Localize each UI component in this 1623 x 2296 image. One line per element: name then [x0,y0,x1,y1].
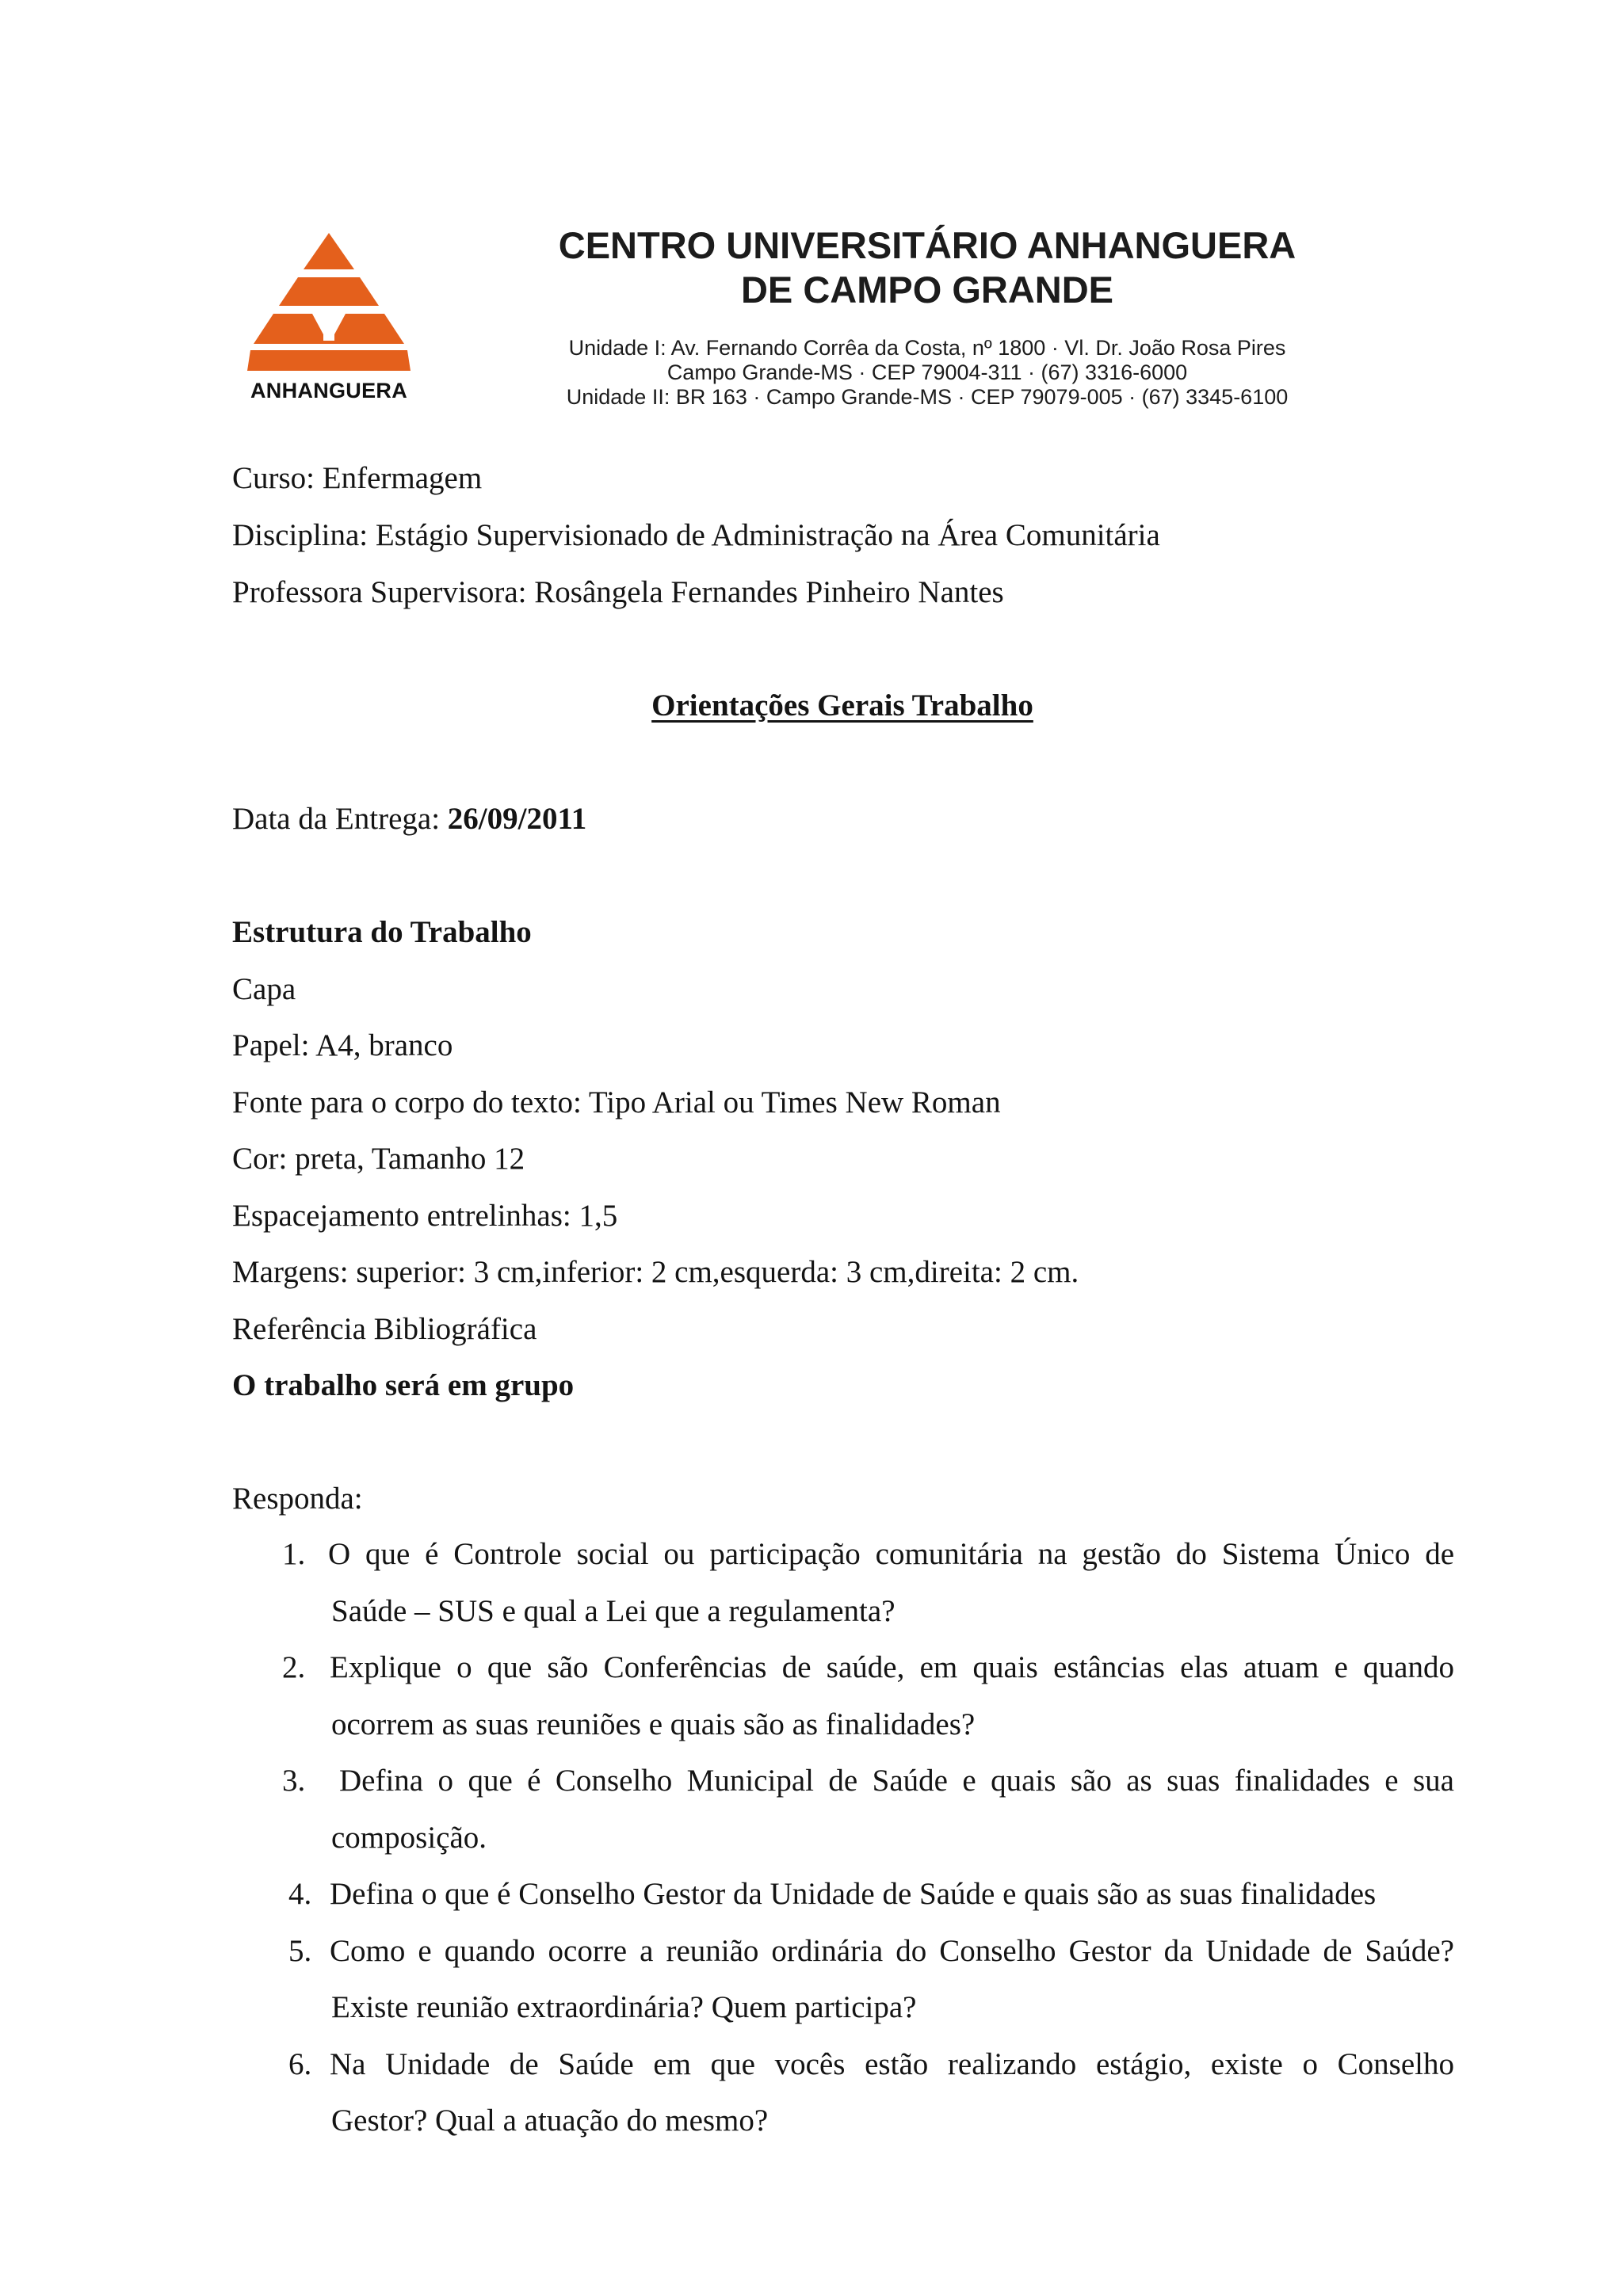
structure-paper: Papel: A4, branco [232,1028,453,1062]
address-line2: Campo Grande-MS · CEP 79004-311 · (67) 3316-6000 [666,360,1188,384]
address-line3: Unidade II: BR 163 · Campo Grande-MS · CEP 79079-005 · (67) 3345-6100 [566,385,1289,409]
questions-intro: Responda: [232,1482,363,1516]
question-number: 6. [288,2047,312,2081]
delivery-label: Data da Entrega: [232,802,448,836]
document-title [0,687,1623,725]
anhanguera-logo [247,231,411,421]
address-line1: Unidade I: Av. Fernando Corrêa da Costa, nº 1800 · Vl. Dr. João Rosa Pires [568,336,1286,360]
question-text-line2: composição. [331,1821,487,1855]
question-number: 3. [282,1764,306,1798]
structure-margins: Margens: superior: 3 cm,inferior: 2 cm,esquerda: 3 cm,direita: 2 cm. [232,1255,1079,1289]
delivery-date-line [232,800,586,838]
discipline-line: Disciplina: Estágio Supervisionado de Administração na Área Comunitária [232,518,1160,552]
delivery-date: 26/09/2011 [447,802,587,836]
supervisor-line: Professora Supervisora: Rosângela Fernandes Pinheiro Nantes [232,575,1004,609]
structure-spacing: Espacejamento entrelinhas: 1,5 [232,1199,618,1233]
structure-cover: Capa [232,972,296,1006]
question-number: 1. [282,1537,306,1571]
group-note: O trabalho será em grupo [232,1368,575,1402]
document-title-text: Orientações Gerais Trabalho [651,688,1033,723]
structure-color-size: Cor: preta, Tamanho 12 [232,1142,525,1176]
question-text-line1: Explique o que são Conferências de saúde, em quais estâncias elas atuam e quando [330,1650,1454,1684]
logo-text: ANHANGUERA [250,379,407,402]
course-line: Curso: Enfermagem [232,461,483,495]
structure-font: Fonte para o corpo do texto: Tipo Arial ou Times New Roman [232,1085,1001,1119]
question-text-line2: ocorrem as suas reuniões e quais são as finalidades? [331,1707,976,1741]
structure-references: Referência Bibliográfica [232,1312,537,1346]
question-text-line1: O que é Controle social ou participação comunitária na gestão do Sistema Único de [328,1537,1454,1571]
question-text-line1: Defina o que é Conselho Gestor da Unidade de Saúde e quais são as suas finalidades [330,1877,1377,1911]
question-text-line1: Como e quando ocorre a reunião ordinária do Conselho Gestor da Unidade de Saúde? [330,1934,1454,1968]
institution-title [507,223,1347,312]
question-text-line2: Existe reunião extraordinária? Quem participa? [331,1990,917,2024]
question-text-line1: Na Unidade de Saúde em que vocês estão realizando estágio, existe o Conselho [330,2047,1454,2081]
question-number: 5. [288,1934,312,1968]
triangle-logo-icon [247,231,411,374]
question-text-line2: Saúde – SUS e qual a Lei que a regulamenta? [331,1594,896,1628]
institution-address [507,336,1347,410]
question-text-line1: Defina o que é Conselho Municipal de Saúde e quais são as suas finalidades e sua [339,1764,1454,1798]
question-number: 4. [288,1877,312,1911]
structure-heading: Estrutura do Trabalho [232,915,532,949]
institution-title-line1: CENTRO UNIVERSITÁRIO ANHANGUERA [558,224,1296,266]
institution-title-line2: DE CAMPO GRANDE [740,269,1114,311]
question-number: 2. [282,1650,306,1684]
question-text-line2: Gestor? Qual a atuação do mesmo? [331,2103,769,2138]
